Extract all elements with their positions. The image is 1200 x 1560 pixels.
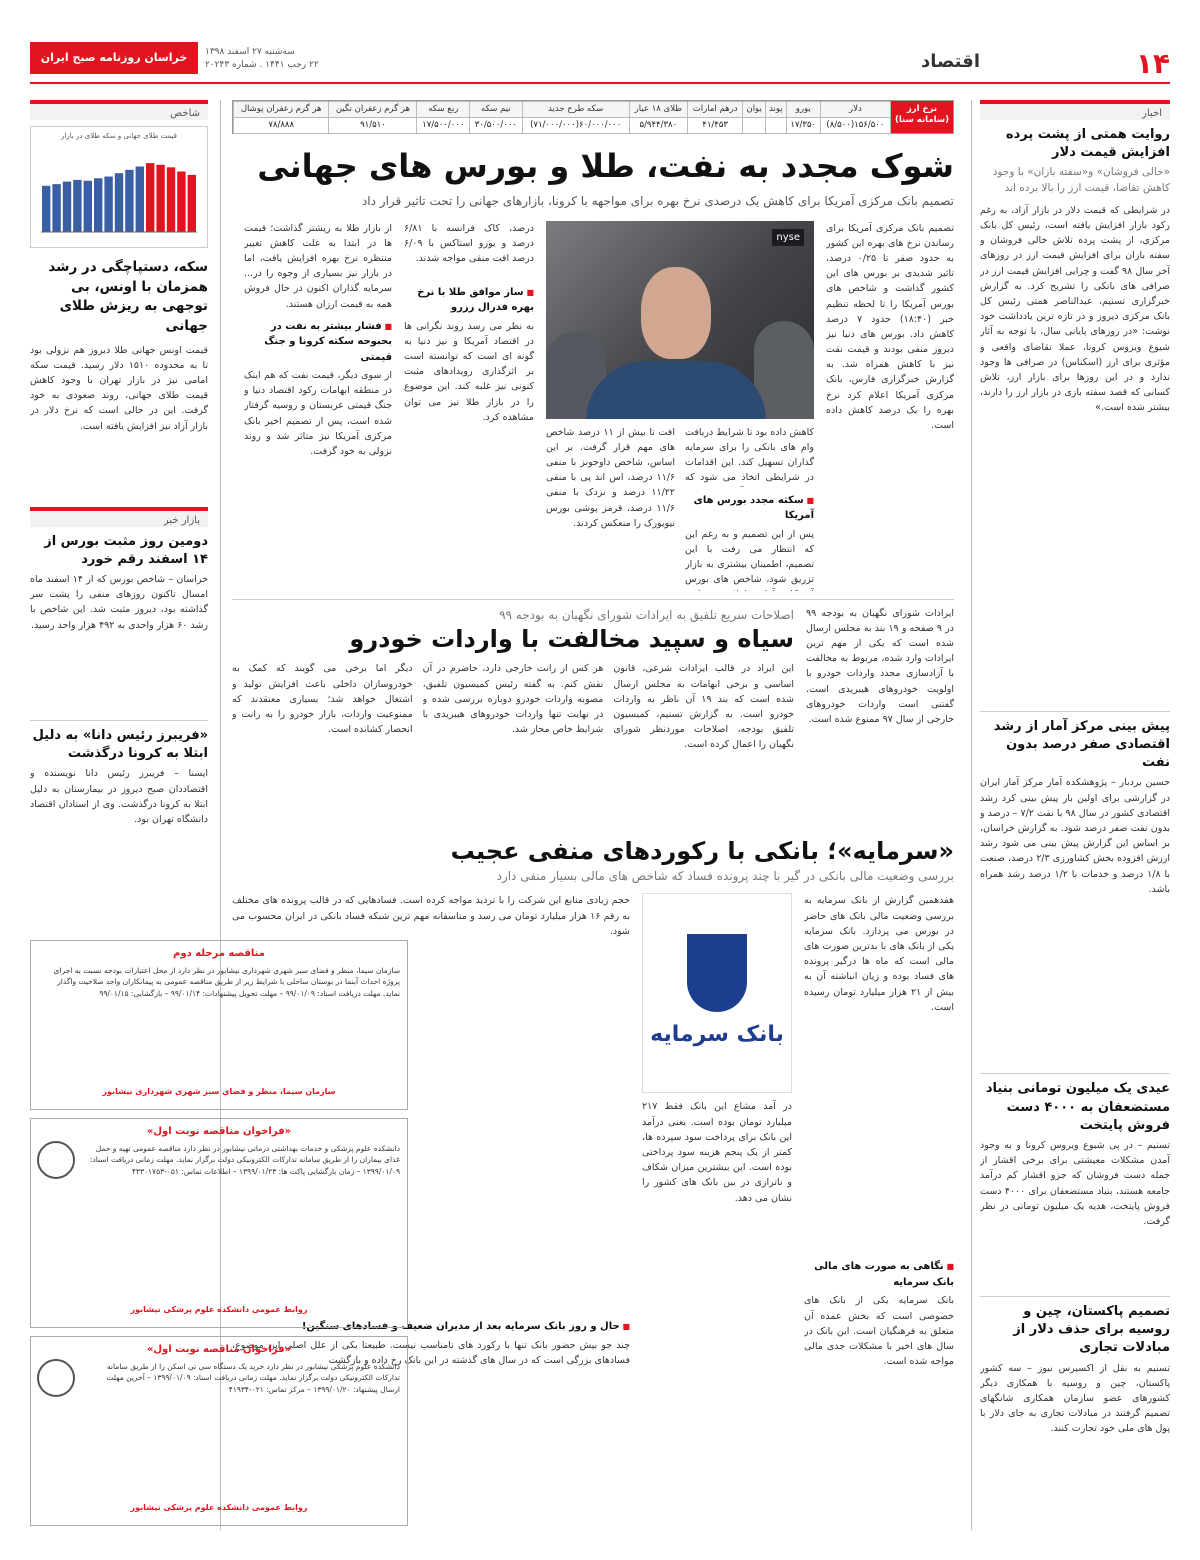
story-column: هفدهمین گزارش از بانک سرمایه به بررسی وضعیت مالی بانک های حاضر در بورس می پردازد. بانک سرمایه یکی از بانک های با بدترین صورت های مالی است که ماه ها درگیر پرونده های فساد بوده و زیان انباشته آن به بیش از ۲۱ هزار میلیارد تومان رسیده است. [804, 895, 954, 1013]
rates-table [233, 101, 891, 134]
story-column: در آمد مشاع این بانک فقط ۲۱۷ میلیارد تومان بوده است. یعنی درآمد این بانک برای پرداخت سود سپرده ها، کمتر از یک پنجم هزینه سود پرداختی بوده است. این بیشترین میزان شکاف و ناترازی در بین بانک های کشور را نشان می دهد. [642, 1101, 792, 1204]
news-sidebar [980, 100, 1170, 1530]
bank-emblem-icon [687, 934, 747, 1012]
story-subhead: ■ نگاهی به صورت های مالی بانک سرمایه [804, 1259, 954, 1290]
story-kicker: اصلاحات سریع تلفیق به ایرادات شورای نگهبان به بودجه ۹۹ [499, 607, 794, 622]
story-column: این ایراد در قالب ایرادات شرعی، قانون اساسی و برخی ابهامات به مجلس ارسال شده است که بند ۱۹ آن ناظر به واردات خودرو است. به گزارش تسنیم، کمیسیون تلفیق بودجه، اصلاحات موردنظر شورای نگهبان را اعمال کرده است. [613, 663, 794, 751]
chart-bar [146, 163, 154, 232]
chart-bar [156, 165, 164, 232]
index-sidebar [30, 100, 208, 1530]
story-subhead: ■ حال و روز بانک سرمایه بعد از مدیران ضعیف و فسادهای سنگین! [232, 1319, 630, 1335]
story-column: بانک سرمایه یکی از بانک های خصوصی است که بخش عمده آن متعلق به فرهنگیان است. این بانک در سال های اخیر با مشکلات جدی مالی مواجه شده است. [804, 1295, 954, 1368]
ad-footer: سازمان سیما، منظر و فضای سبز شهری شهرداری نیشابور [102, 1086, 336, 1096]
chart-bar [94, 178, 102, 232]
ad-title: «فراخوان مناقصه نوبت اول» [146, 1126, 292, 1137]
gold-price-chart [30, 126, 208, 248]
story-subhead: ■ سکته مجدد بورس های آمریکا [685, 493, 814, 524]
rate-label: یوان [743, 102, 766, 118]
sidebar-tab-index[interactable]: شاخص [30, 100, 208, 120]
news-headline[interactable]: عیدی یک میلیون تومانی بنیاد مستضعفان به ۴۰۰۰ دست فروش پایتخت [985, 1081, 1170, 1133]
rate-label: دلار [820, 102, 890, 118]
story-column: به نظر می رسد روند نگرانی ها در اقتصاد آمریکا و نیز دنیا به گونه ای است که توانسته است بر اثرگذاری رویدادهای مثبت کنونی نیز غلبه کند. این موضوع را در بازار طلا نیز می توان مشاهده کرد. [404, 320, 534, 423]
rate-value: ۵/۹۴۴/۳۸۰ [629, 118, 687, 134]
divider [980, 1073, 1170, 1074]
rate-label: درهم امارات [688, 102, 743, 118]
photo-sign: nyse [772, 229, 804, 247]
rate-label: طلای ۱۸ عیار [629, 102, 687, 118]
divider [980, 711, 1170, 712]
coin-headline[interactable]: سکه، دستپاچگی در رشد همزمان با اونس، بی توجهی به ریزش طلای جهانی [48, 259, 208, 335]
rates-title-text: نرخ ارز [906, 104, 938, 114]
photo-figure [586, 361, 766, 419]
date-line: ۲۲ رجب ۱۴۴۱ . شماره ۲۰۲۴۳ [205, 59, 319, 70]
rate-value [743, 118, 766, 134]
story-subhead: ■ ساز موافق طلا با نرخ بهره فدرال رزرو [404, 285, 534, 316]
story-column: چند جو بیش حضور بانک تنها با رکورد های نامناسب نیست. طبیعتا یکی از علل اصلی این موضوع، فسادهای بزرگی است که در سال های گذشته در این بانک رخ داده و بازگشت [232, 1339, 630, 1367]
story-column: درصد، کاک فرانسه با ۶/۸۱ درصد و یورو استاکس با ۶/۰۹ درصد افت منفی مواجه شدند. [404, 222, 534, 264]
main-story [232, 221, 954, 591]
obituary-headline[interactable]: «فریبرز رئیس دانا» به دلیل ابتلا به کرونا درگذشت [32, 727, 208, 762]
rate-value: ۱۷/۳۵۰ [786, 118, 820, 134]
chart-bar [188, 175, 196, 232]
obituary-body: ایسنا – فریبرز رئیس دانا نویسنده و اقتصاددان صبح دیروز در بیمارستان به دلیل ابتلا به کرونا درگذشت. وی از استادان اقتصاد دانشگاه تهران بود. [30, 768, 208, 825]
story-column: کاهش داده بود تا شرایط دریافت وام های بانکی را برای سرمایه گذاران تسهیل کند. این اقدامات در شرایطی اتخاذ می شود که [685, 426, 814, 484]
story-headline[interactable]: «سرمایه»؛ بانکی با رکوردهای منفی عجیب [450, 836, 954, 865]
story-kicker: بررسی وضعیت مالی بانکی در گیر با چند پرونده فساد که شاخص های مالی بسیار منفی دارد [496, 868, 954, 883]
story-column: هر کس از رانت خارجی دارد، حاضرم در آن نقش کنم. به گفته رئیس کمیسیون تلفیق، مصوبه واردات خودرو دوباره بررسی شده و در نهایت تنها واردات خودروهای هیبریدی با شرایط خاص مجاز شد. [422, 663, 604, 736]
ad-body: دانشکده علوم پزشکی و خدمات بهداشتی درمانی نیشابور در نظر دارد مناقصه عمومی تهیه و حمل غذای بیماران را از طریق سامانه تدارکات الکترونیکی دولت برگزار نماید. مهلت زمانی دریافت اسناد: ۱۳۹۹/۰۱/۰۹ – زمان بازگشایی پاکت ها: ۱۳۹۹/۰۱/۲۳ – اطلاعات تماس: ۰۵۱-۴۳۳۰۱۷۵۳ [89, 1143, 400, 1176]
story-column: حجم زیادی منابع این شرکت را با تردید مواجه کرده است. فسادهایی که در قالب پرونده های مختلف به رقم ۱۶ هزار میلیارد تومان می رسد و متاسفانه مهم ترین شبکه فساد بانکی در ایران محسوب می شود. [232, 895, 630, 937]
issue-date [205, 46, 319, 71]
rates-title [891, 101, 953, 133]
ad-title: مناقصه مرحله دوم [173, 948, 265, 959]
masthead-divider [30, 82, 1170, 84]
chart-bar [52, 184, 60, 232]
story-column: از بازار طلا به ریشتر گذاشت؛ قیمت ها در ابتدا به علت کاهش تغییر منتظره نرخ بهره افزایش یافت، اما در بازار نیز بسیاری از وجوه را در... سرمایه گذاران اکنون در حال فروش همه به قیمت ارزان هستند. [244, 222, 392, 310]
car-import-story [232, 606, 954, 828]
news-body: در شرایطی که قیمت دلار در بازار آزاد، به رغم رکود بازار افزایش یافته است، رئیس کل بانک مرکزی، از پشت پرده تلاش خالی فروشان و سفته بازان برای افزایش قیمت ارز در روزهای آخر سال ۹۸ گفت و چرایی افزایش قیمت ارز در صرافی های بانکی را تشریح کرد. به گزارش خبرگزاری تسنیم، عبدالناصر همتی رئیس کل بانک مرکزی دیروز و در تازه ترین یادداشت خود نوشت: «در روزهای پایانی سال، با توجه به آثار شیوع ویروس کرونا، عملا تقاضای واقعی و مؤثری برای ارز (اسکناس) در صرافی ها وجود ندارد و در این روزها برای بازار ارز، تلاش کسانی که قصد سفته بازی در بازار ارز را دارند، بیشتر شده است.» [980, 204, 1170, 414]
rate-value: ۴۱/۴۵۳ [688, 118, 743, 134]
chart-title: قیمت طلای جهانی و سکه طلای در بازار [60, 132, 178, 140]
trader-photo [546, 221, 814, 419]
story-column: ایرادات شورای نگهبان به بودجه ۹۹ در ۹ صفحه و ۱۹ بند به مجلس ارسال شده است که یکی از مهم ترین ایرادات وارد شده، مربوط به مخالفت با آزادسازی مجدد واردات خودرو با اولویت خودروهای هیبریدی است. گفتنی است واردات خودروهای خارجی از سال ۹۷ ممنوع شده است. [806, 607, 954, 725]
ad-body: سازمان سیما، منظر و فضای سبز شهری شهرداری نیشابور در نظر دارد از محل اعتبارات بودجه نسبت به اجرای پروژه احداث آبنما در بوستان ساحلی با شرایط زیر از طریق مناقصه عمومی به پیمانکاران واجد صلاحیت واگذار نماید. مهلت دریافت اسناد: ۹۹/۰۱/۰۹ – مهلت تحویل پیشنهادات: ۹۹/۰۱/۱۴ – بازگشایی: ۹۹/۰۱/۱۵ [53, 965, 400, 998]
chart-bar [125, 170, 133, 232]
sidebar-tab-news[interactable]: اخبار [980, 100, 1170, 120]
news-headline[interactable]: پیش بینی مرکز آمار از رشد اقتصادی صفر درصد بدون نفت [993, 718, 1170, 771]
rate-value: ۹۱/۵۱۰ [329, 118, 417, 134]
rates-subtitle: (سامانه سنا) [894, 115, 950, 126]
bourse-headline[interactable]: دومین روز مثبت بورس از ۱۴ اسفند رقم خورد [44, 533, 208, 567]
page-number: ۱۴ [1135, 47, 1170, 80]
main-headline[interactable]: شوک مجدد به نفت، طلا و بورس های جهانی [257, 147, 954, 185]
divider [30, 720, 208, 721]
photo-figure [641, 267, 711, 359]
rate-label: هر گرم زعفران پوشال [234, 102, 329, 118]
column-divider [971, 100, 972, 1530]
news-body: تسنیم به نقل از اکسپرس نیوز – سه کشور پاکستان، چین و روسیه با همکاری دیگر کشورهای عضو سازمان همکاری شانگهای تصمیم گرفتند در مبادلات تجاری به جای دلار با پول های ملی خود تجارت کنند. [980, 1362, 1170, 1435]
rate-label: نیم سکه [470, 102, 523, 118]
story-subhead: ■ فشار بیشتر به نفت در بحبوحه سکته کرونا و جنگ قیمتی [244, 319, 392, 366]
rate-label: یورو [786, 102, 820, 118]
bank-logo [642, 893, 792, 1093]
news-headline[interactable]: روایت همتی از پشت پرده افزایش قیمت دلار [1005, 127, 1170, 161]
story-column: افت تا بیش از ۱۱ درصد شاخص های مهم قرار گرفت. بر این اساس، شاخص داوجونز با منفی ۱۱/۶ درصد، اس اند پی با منفی ۱۱/۲۲ درصد و نزدک با منفی ۱۱/۶ درصد، قرمز پوشی بورس نیویورک را منعکس کردند. [546, 426, 675, 529]
ad-footer: روابط عمومی دانشکده علوم پزشکی نیشابور [130, 1502, 308, 1512]
story-column: تصمیم بانک مرکزی آمریکا برای رساندن نرخ های بهره این کشور به حدود صفر تا ۰/۲۵ درصد، تاثیر شدیدی بر بورس های این کشور گذاشت و شاخص های بورس آمریکا را تا لحظه تنظیم خبر (۱۸:۴۰) حدود ۷ درصد کاهش داد. بورس های دنیا نیز دیروز منفی بودند و قیمت نفت نیز با کاهش همراه شد. به گزارش خبرگزاری فارس، بانک مرکزی آمریکا اعلام کرد نرخ بهره را یک درصد کاهش داده است. [826, 222, 954, 432]
chart-svg [35, 142, 203, 238]
chart-bar [42, 186, 50, 232]
chart-bar [136, 166, 144, 232]
chart-bar [63, 181, 71, 231]
chart-bar [104, 176, 112, 231]
rate-value [765, 118, 786, 134]
masthead [30, 38, 1170, 78]
news-lead: «خالی فروشان» و«سفته بازان» با وجود کاهش تقاضا، قیمت ارز را بالا برده اند [992, 166, 1170, 195]
rate-label: هر گرم زعفران نگین [329, 102, 417, 118]
chart-bar [115, 173, 123, 232]
ad-footer: روابط عمومی دانشکده علوم پزشکی نیشابور [130, 1304, 308, 1314]
rate-value: ۱۷/۵۰۰/۰۰۰ [417, 118, 470, 134]
chart-bar [73, 180, 81, 232]
news-headline[interactable]: تصمیم پاکستان، چین و روسیه برای حذف دلار از مبادلات تجاری [1013, 1304, 1170, 1356]
news-body: حسین بردبار – پژوهشکده آمار مرکز آمار ایران در گزارشی برای اولین بار پیش بینی کرد رشد اقتصادی کشور در سال ۹۸ با نفت ۷/۲ – درصد و بدون نفت صفر درصد شود. به گزارش خراسان، بر اساس این گزارش پیش بینی می شود رشد ارزش افزوده بخش کشاورزی ۲/۳ درصد، صنعت با ۱/۸ درصد و خدمات با ۱/۲ درصد رشد همراه باشد. [980, 777, 1170, 895]
chart-bar [167, 167, 175, 232]
ad-title: «فراخوان مناقصه نوبت اول» [146, 1344, 292, 1355]
newspaper-logo[interactable]: خراسان روزنامه صبح ایران [30, 42, 198, 74]
section-title: اقتصاد [920, 51, 980, 72]
sidebar-tab-market[interactable]: بازار خبر [30, 507, 208, 527]
rate-value: ۶۰/۰۰۰/۰۰۰(۷۱/۰۰۰/۰۰۰) [522, 118, 629, 134]
currency-rates-bar [232, 100, 954, 134]
rate-label: پوند [765, 102, 786, 118]
news-body: تسنیم – در پی شیوع ویروس کرونا و به وجود آمدن مشکلات معیشتی برای برخی اقشار از جمله دست فروشان که جزو اقشار کم درآمد جامعه هستند، بنیاد مستضعفان برای ۴۰۰۰ دست فروش پایتخت، هدیه یک میلیون تومانی در نظر گرفت. [980, 1140, 1170, 1227]
divider [232, 599, 954, 600]
story-column: از سوی دیگر، قیمت نفت که هم اینک در منطقه ابهامات رکود اقتصاد دنیا و جنگ قیمتی عربستان و روسیه گرفتار شده است، پس از تصمیم اخیر بانک مرکزی آمریکا نیز متاثر شد و روند نزولی به خود گرفت. [244, 370, 392, 458]
story-column: دیگر اما برخی می گویند که کمک به خودروسازان داخلی باعث افزایش تولید و اشتغال خواهد شد؛ بسیاری معتقدند که ممنوعیت واردات، بازار خودرو را به رانت و انحصار کشانده است. [231, 663, 413, 736]
bourse-body: خراسان – شاخص بورس که از ۱۴ اسفند ماه امسال تاکنون روزهای منفی را پشت سر گذاشته بود، دیروز مثبت شد. این شاخص با رشد ۶۰ هزار واحدی به ۴۹۲ هزار واحد رسید. [30, 573, 208, 631]
rate-label: ربع سکه [417, 102, 470, 118]
story-headline[interactable]: سیاه و سپید مخالفت با واردات خودرو [349, 625, 794, 654]
ad-body: دانشکده علوم پزشکی نیشابور در نظر دارد خرید یک دستگاه سی تی اسکن را از طریق سامانه تدارکات الکترونیکی دولت برگزار نماید. مهلت زمانی دریافت اسناد: ۱۳۹۹/۰۱/۰۹ – آخرین مهلت ارسال پیشنهاد: ۱۳۹۹/۰۱/۲۰ – مرکز تماس: ۰۲۱-۴۱۹۳۴ [106, 1361, 400, 1394]
rate-value: ۷۸/۸۸۸ [234, 118, 329, 134]
story-column: پس از این تصمیم و به رغم این که انتظار می رفت با این تصمیم، اطمینان بیشتری به بازار تزریق شود، شاخص های بورس [685, 528, 814, 586]
rate-value: ۱۵۶/۵۰۰(۸/۵۰۰) [820, 118, 890, 134]
chart-bar [84, 181, 92, 232]
rate-label: سکه طرح جدید [522, 102, 629, 118]
date-line: سه‌شنبه ۲۷ اسفند ۱۳۹۸ [205, 47, 295, 57]
main-lead: تصمیم بانک مرکزی آمریکا برای کاهش یک درصدی نرخ بهره برای مواجهه با کرونا، بازارهای جهانی را تحت تاثیر قرار داد [361, 194, 954, 208]
chart-bar [177, 171, 185, 231]
bank-logo-text: بانک سرمایه [650, 1022, 784, 1048]
coin-body: قیمت اونس جهانی طلا دیروز هم نزولی بود تا به محدوده ۱۵۱۰ دلار رسید. قیمت سکه امامی نیز در بازار تهران با وجود کاهش قیمت طلای جهانی، روند صعودی به خود گرفت. این در حالی است که نرخ دلار در بازار آزاد نیز افزایش یافته است. [30, 344, 208, 432]
divider [980, 1296, 1170, 1297]
rate-value: ۳۰/۵۰۰/۰۰۰ [470, 118, 523, 134]
